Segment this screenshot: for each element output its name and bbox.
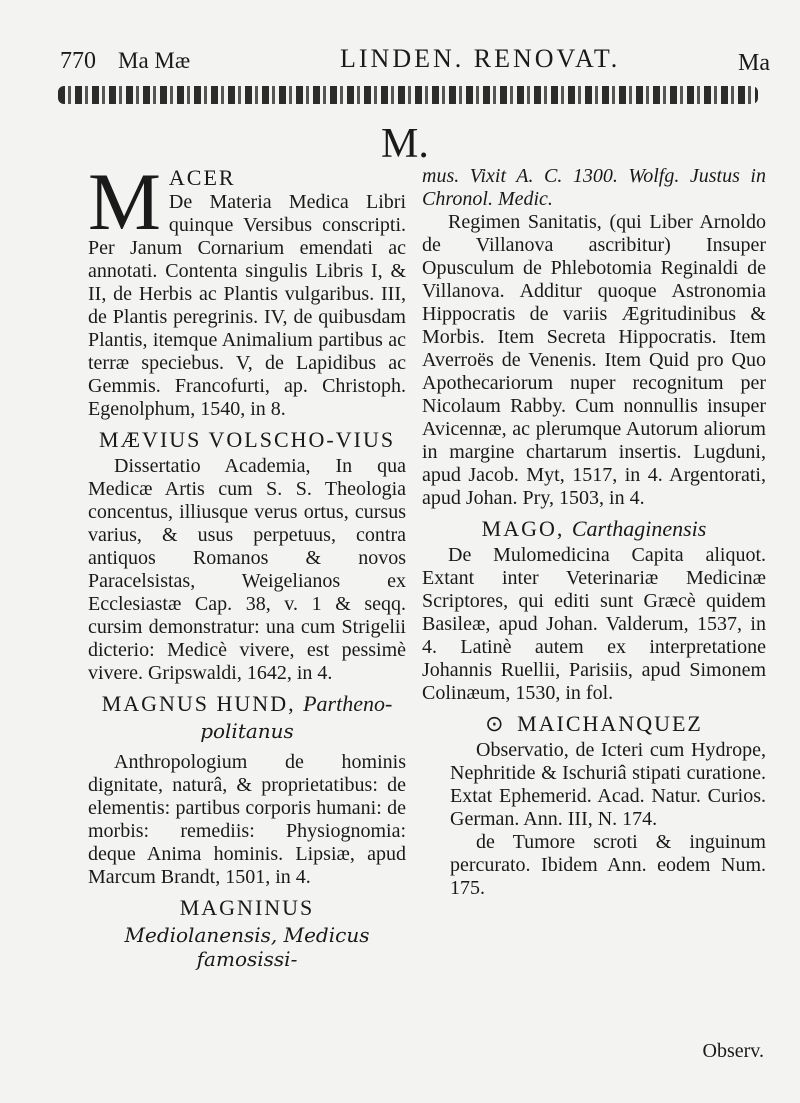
entry-heading-row bbox=[422, 516, 766, 542]
drop-cap: M bbox=[88, 156, 161, 247]
entry-lead: mus. Vixit A. C. 1300. Wolfg. Justus in Chronol. Medic. bbox=[422, 165, 766, 210]
entry-mago bbox=[422, 516, 766, 705]
left-column bbox=[88, 156, 406, 979]
entry-magnus-hund bbox=[88, 691, 406, 889]
entry-heading-italic: Partheno- bbox=[303, 691, 393, 716]
entry-subheading: Mediolanensis, Medicus famosissi- bbox=[124, 923, 370, 971]
entry-heading-row bbox=[88, 691, 406, 717]
section-letter: M. bbox=[381, 121, 429, 167]
entry-maevius bbox=[88, 427, 406, 685]
catchword: Observ. bbox=[702, 1040, 764, 1062]
entry-text: Regimen Sanitatis, (qui Liber Arnoldo de Villanova ascribitur) Insuper Opusculum de Phlebotomia Reginaldi de Villanova. Additur quoque Astronomia Hippocratis de variis Ægritudinibus & Morbis. Item Secreta Hippocratis. Item Averroës de Venenis. Item Quid pro Quo Apothecariorum nuper recognitum per Nicolaum Rabby. Cum nonnullis insuper Avicennæ, ac plerumque Autorum aliorum in margine chartarum insertis. Lugduni, apud Jacob. Myt, 1517, in 4. Argentorati, apud Johan. Pry, 1503, in 4. bbox=[422, 211, 766, 509]
entry-text: Dissertatio Academia, In qua Medicæ Artis cum S. S. Theologia concentus, illiusque verus ortus, cursus varius, & usus perpetuus, contra antiquos Romanos & novos Paracelsistas, Weigelianos ex Ecclesiastæ Cap. 38, v. 1 & seqq. cursim demonstratur: una cum Strigelii dicterio: Medicè vivere, est pessimè vivere. Gripswaldi, 1642, in 4. bbox=[88, 455, 406, 684]
entry-magninus bbox=[88, 895, 406, 971]
right-column bbox=[422, 165, 766, 906]
entry-text: De Mulomedicina Capita aliquot. Extant inter Veterinariæ Medicinæ Scriptores, qui editi sunt Græcè quidem Basileæ, apud Johan. Valderum, 1537, in 4. Latinè autem ex interpretatione Johannis Ruellii, Parisiis, apud Simonem Colinæum, 1530, in fol. bbox=[422, 544, 766, 704]
entry-text-2: de Tumore scroti & inguinum percurato. Ibidem Ann. eodem Num. 175. bbox=[450, 831, 766, 899]
running-title: LINDEN. RENOVAT. bbox=[340, 44, 621, 73]
ornament-band bbox=[58, 86, 758, 104]
entry-subheading: politanus bbox=[200, 719, 294, 743]
entry-heading: MAICHANQUEZ bbox=[517, 711, 703, 736]
entry-magninus-cont bbox=[422, 165, 766, 510]
entry-heading: MÆVIUS VOLSCHO-VIUS bbox=[98, 427, 396, 452]
entry-heading: ACER bbox=[168, 165, 236, 190]
left-guide-word: Ma Mæ bbox=[118, 48, 191, 73]
entry-heading: MAGO, bbox=[481, 516, 565, 541]
circle-dot-icon: ⊙ bbox=[485, 711, 506, 736]
entry-heading: MAGNINUS bbox=[179, 895, 315, 920]
entry-text: De Materia Medica Libri quinque Versibus conscripti. Per Janum Cornarium emendati ac annotati. Contenta singulis Libris I, & II, de Herbis ac Plantis vulgaribus. III, de Plantis peregrinis. IV, de quibusdam Plantis, itemque Animalium partibus ac terræ speciebus. V, de Lapidibus ac Gemmis. Francofurti, ap. Christoph. Egenolphum, 1540, in 8. bbox=[88, 191, 406, 420]
running-header bbox=[60, 40, 770, 80]
entry-heading: MAGNUS HUND, bbox=[101, 691, 296, 716]
entry-heading-row bbox=[422, 711, 766, 737]
right-guide-word: Ma bbox=[738, 50, 770, 76]
page-number: 770 bbox=[60, 48, 96, 74]
entry-text: Anthropologium de hominis dignitate, naturâ, & proprietatibus: de elementis: partibus corporis humani: de morbis: remediis: Physiognomia: deque Anima hominis. Lipsiæ, apud Marcum Brandt, 1501, in 4. bbox=[88, 751, 406, 888]
entry-heading-italic: Carthaginensis bbox=[571, 516, 707, 541]
entry-text: Observatio, de Icteri cum Hydrope, Nephritide & Ischuriâ stipati curatione. Extat Ephemerid. Acad. Natur. Curios. German. Ann. III, N. 174. bbox=[450, 739, 766, 830]
entry-macer bbox=[88, 156, 406, 421]
entry-maichanquez bbox=[422, 711, 766, 900]
